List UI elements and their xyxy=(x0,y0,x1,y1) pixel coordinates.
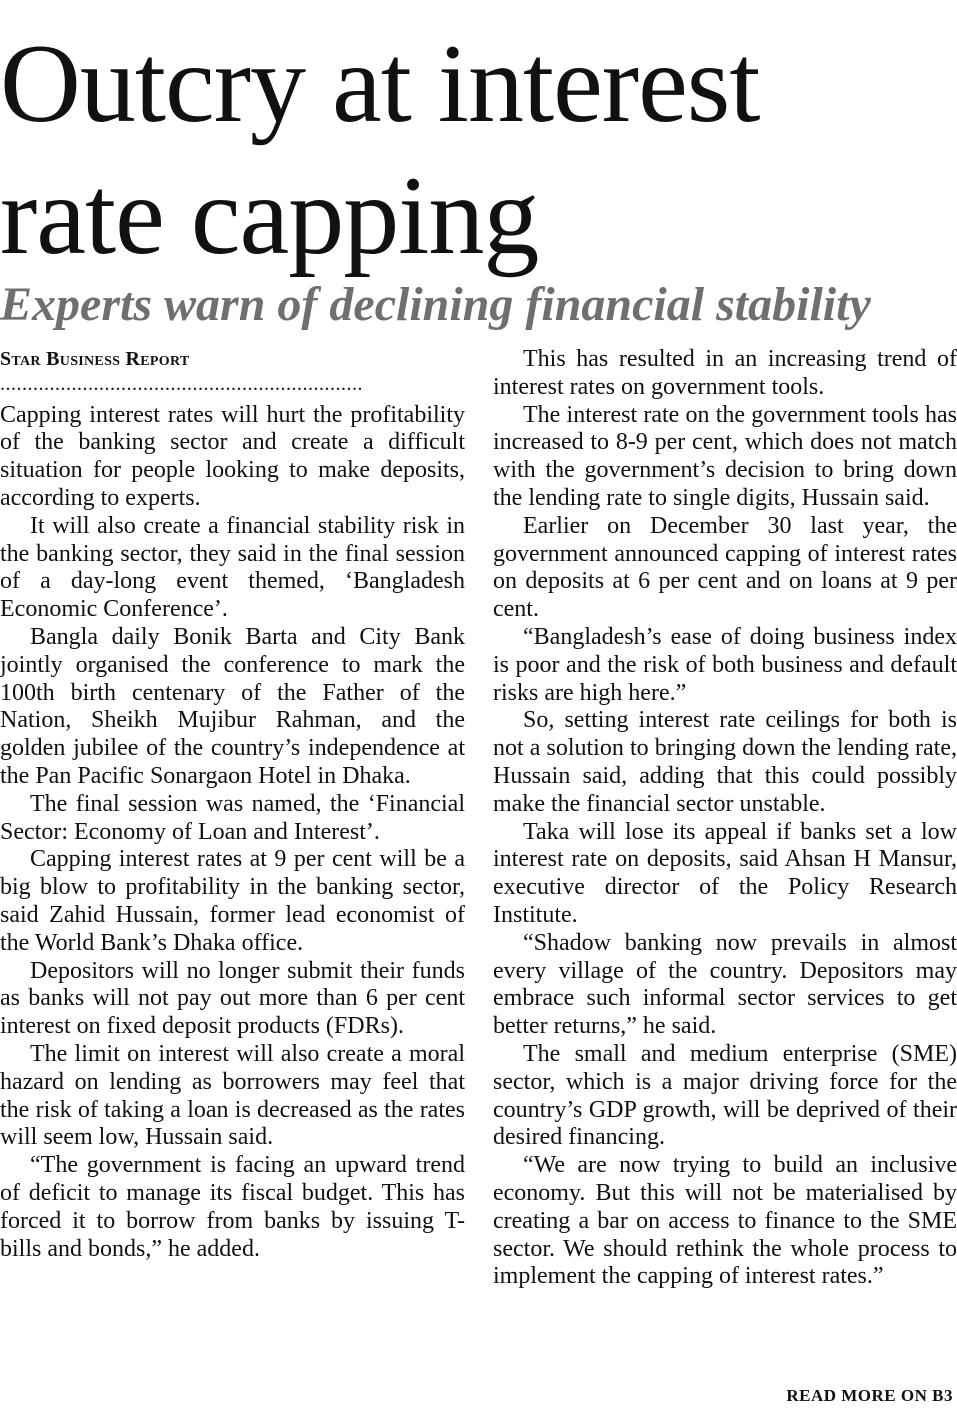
paragraph: “Shadow banking now prevails in almost every village of the country. Depositors may embrace such informal sector services to get better returns,” he said. xyxy=(493,929,957,1040)
paragraph: So, setting interest rate ceilings for both is not a solution to bringing down the lending rate, Hussain said, adding that this could possibly make the financial sector unstable. xyxy=(493,707,957,817)
read-more-link[interactable]: READ MORE ON B3 xyxy=(786,1386,953,1405)
paragraph: The small and medium enterprise (SME) sector, which is a major driving force for the country’s GDP growth, will be deprived of their desired financing. xyxy=(493,1040,957,1151)
paragraph: Capping interest rates will hurt the profitability of the banking sector and create a difficult situation for people looking to make deposits, according to experts. xyxy=(0,401,465,511)
paragraph: “We are now trying to build an inclusive economy. But this will not be materialised by creating a bar on access to finance to the SME sector. We should rethink the whole process to implement the capping of interest rates.” xyxy=(493,1152,957,1290)
paragraph: Earlier on December 30 last year, the government announced capping of interest rates on deposits at 6 per cent and on loans at 9 per cent. xyxy=(493,512,957,623)
paragraph: It will also create a financial stability risk in the banking sector, they said in the final session of a day-long event themed, ‘Bangladesh Economic Conference’. xyxy=(0,512,465,623)
article-column-left xyxy=(0,346,465,1263)
paragraph: “Bangladesh’s ease of doing business index is poor and the risk of both business and default risks are high here.” xyxy=(493,623,957,706)
headline-line-2: rate capping xyxy=(0,154,539,278)
paragraph: Bangla daily Bonik Barta and City Bank jointly organised the conference to mark the 100th birth centenary of the Father of the Nation, Sheikh Mujibur Rahman, and the golden jubilee of the country’s independence at the Pan Pacific Sonargaon Hotel in Dhaka. xyxy=(0,623,465,789)
byline: Star Business Report xyxy=(0,348,190,370)
paragraph: Taka will lose its appeal if banks set a low interest rate on deposits, said Ahsan H Mansur, executive director of the Policy Research Institute. xyxy=(493,818,957,928)
paragraph: The limit on interest will also create a moral hazard on lending as borrowers may feel that the risk of taking a loan is decreased as the rates will seem low, Hussain said. xyxy=(0,1040,465,1151)
paragraph: Depositors will no longer submit their funds as banks will not pay out more than 6 per cent interest on fixed deposit products (FDRs). xyxy=(0,957,465,1040)
byline-separator: .................................................................. xyxy=(0,373,363,395)
subheadline: Experts warn of declining financial stability xyxy=(0,278,871,331)
headline-line-1: Outcry at interest xyxy=(0,22,760,146)
paragraph: This has resulted in an increasing trend of interest rates on government tools. xyxy=(493,346,957,400)
headline xyxy=(0,18,957,282)
paragraph: “The government is facing an upward trend of deficit to manage its fiscal budget. This has forced it to borrow from banks by issuing T-bills and bonds,” he added. xyxy=(0,1152,465,1262)
paragraph: Capping interest rates at 9 per cent will be a big blow to profitability in the banking sector, said Zahid Hussain, former lead economist of the World Bank’s Dhaka office. xyxy=(0,846,465,956)
paragraph: The final session was named, the ‘Financial Sector: Economy of Loan and Interest’. xyxy=(0,790,465,845)
article-column-right xyxy=(493,346,957,1291)
paragraph: The interest rate on the government tools has increased to 8-9 per cent, which does not match with the government’s decision to bring down the lending rate to single digits, Hussain said. xyxy=(493,401,957,511)
